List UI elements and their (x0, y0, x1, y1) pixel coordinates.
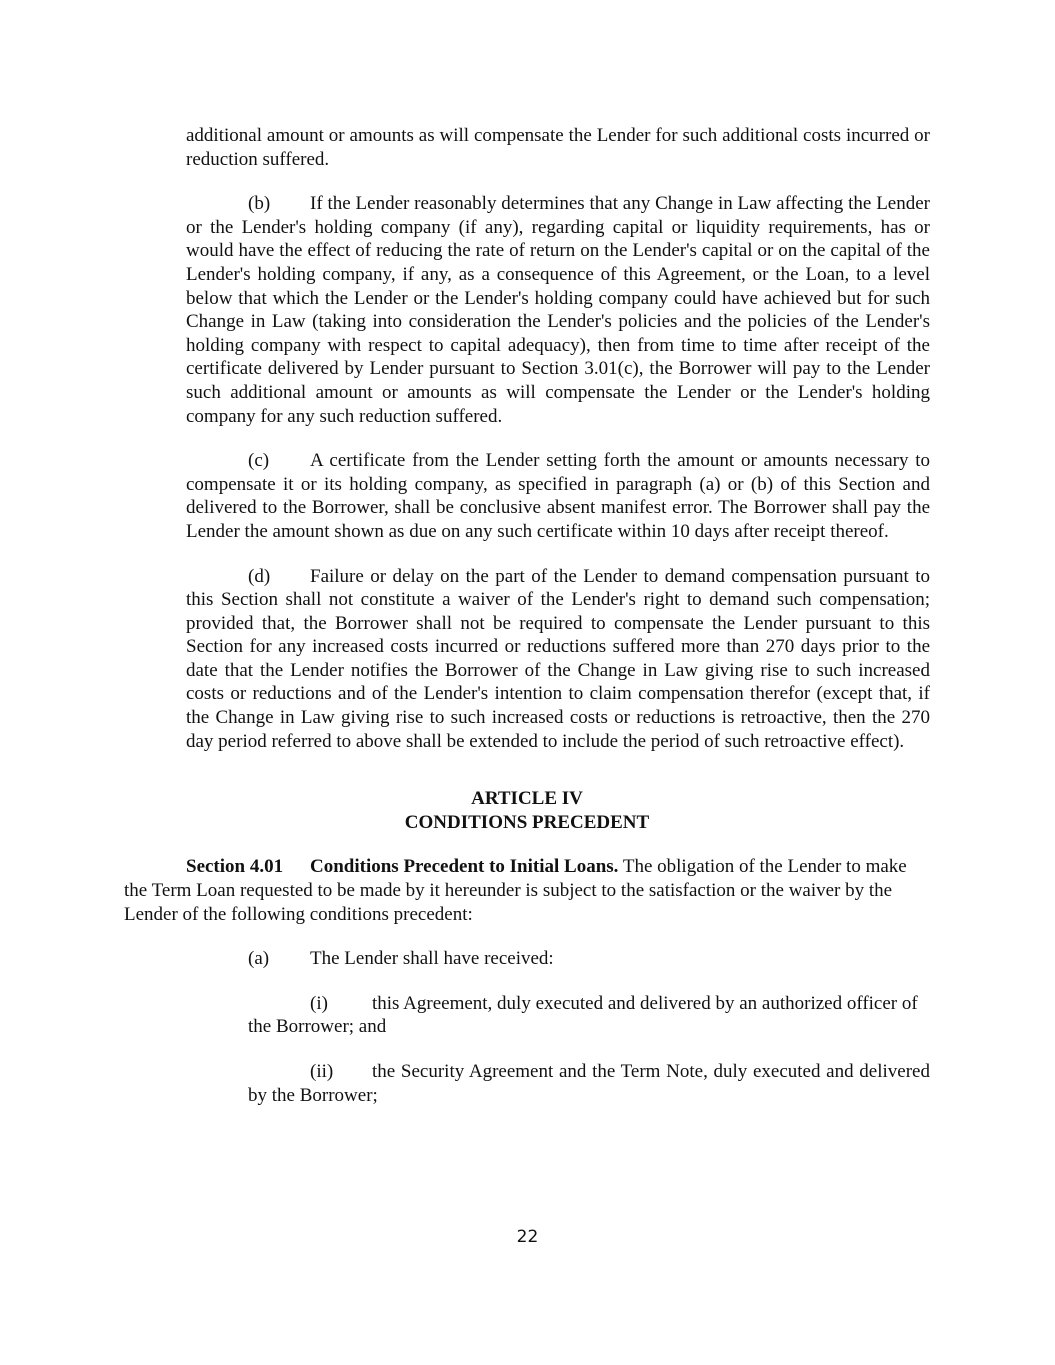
item-i-label: (i) (310, 992, 328, 1014)
section-4-01 (124, 855, 930, 926)
page-number: 22 (516, 1227, 539, 1247)
paragraph-b-label: (b) (248, 193, 271, 215)
document-body (124, 124, 930, 1107)
paragraph-continuation: additional amount or amounts as will compensate the Lender for such additional costs incurred or reduction suffered. (186, 125, 930, 170)
paragraph-a-label: (a) (248, 948, 270, 970)
section-text: The obligation of the Lender to make the Term Loan requested to be made by it hereunder is subject to the satisfaction or the waiver by the Lender of the following conditions precedent: (124, 856, 907, 925)
paragraph-c (186, 449, 930, 543)
paragraph-d-label: (d) (248, 565, 271, 587)
article-number: ARTICLE IV (471, 788, 583, 810)
item-i-text: this Agreement, duly executed and delivered by an authorized officer of the Borrower; and (248, 992, 918, 1038)
paragraph-c-text: A certificate from the Lender setting forth the amount or amounts necessary to compensate it or its holding company, as specified in paragraph (a) or (b) of this Section and delivered to the Borrower, shall be conclusive absent manifest error. The Borrower shall pay the Lender the amount shown as due on any such certificate within 10 days after receipt thereof. (186, 450, 930, 542)
paragraph-d-text: Failure or delay on the part of the Lender to demand compensation pursuant to this Section shall not constitute a waiver of the Lender's right to demand such compensation; provided that, the Borrower shall not be required to compensate the Lender pursuant to this Section for any increased costs incurred or reductions suffered more than 270 days prior to the date that the Lender notifies the Borrower of the Change in Law giving rise to such increased costs or reductions and of the Lender's intention to claim compensation therefor (except that, if the Change in Law giving rise to such increased costs or reductions is retroactive, then the 270 day period referred to above shall be extended to include the period of such retroactive effect). (186, 565, 930, 752)
item-ii-label: (ii) (310, 1061, 334, 1082)
paragraph-b (186, 192, 930, 428)
item-i (248, 992, 930, 1039)
paragraph-c-label: (c) (248, 450, 270, 472)
paragraph-b-text: If the Lender reasonably determines that any Change in Law affecting the Lender or the Lender's holding company (if any), regarding capital or liquidity requirements, has or would have the effect of reducing the rate of return on the Lender's capital or on the capital of the Lender's holding company, if any, as a consequence of this Agreement, or the Loan, to a level below that which the Lender or the Lender's holding company could have achieved but for such Change in Law (taking into consideration the Lender's policies and the policies of the Lender's holding company with respect to capital adequacy), then from time to time after receipt of the certificate delivered by Lender pursuant to Section 3.01(c), the Borrower will pay to the Lender such additional amount or amounts as will compensate the Lender or the Lender's holding company for any such reduction suffered. (186, 193, 930, 427)
paragraph-a (248, 947, 930, 971)
paragraph-d (186, 565, 930, 754)
article-title: CONDITIONS PRECEDENT (404, 811, 650, 833)
item-ii-text: the Security Agreement and the Term Note, duly executed and delivered by the Borrower; (248, 1061, 930, 1106)
item-ii (248, 1060, 930, 1107)
paragraph-a-text: The Lender shall have received: (310, 948, 554, 970)
section-heading: Conditions Precedent to Initial Loans. (310, 856, 619, 878)
section-number: Section 4.01 (186, 856, 284, 878)
